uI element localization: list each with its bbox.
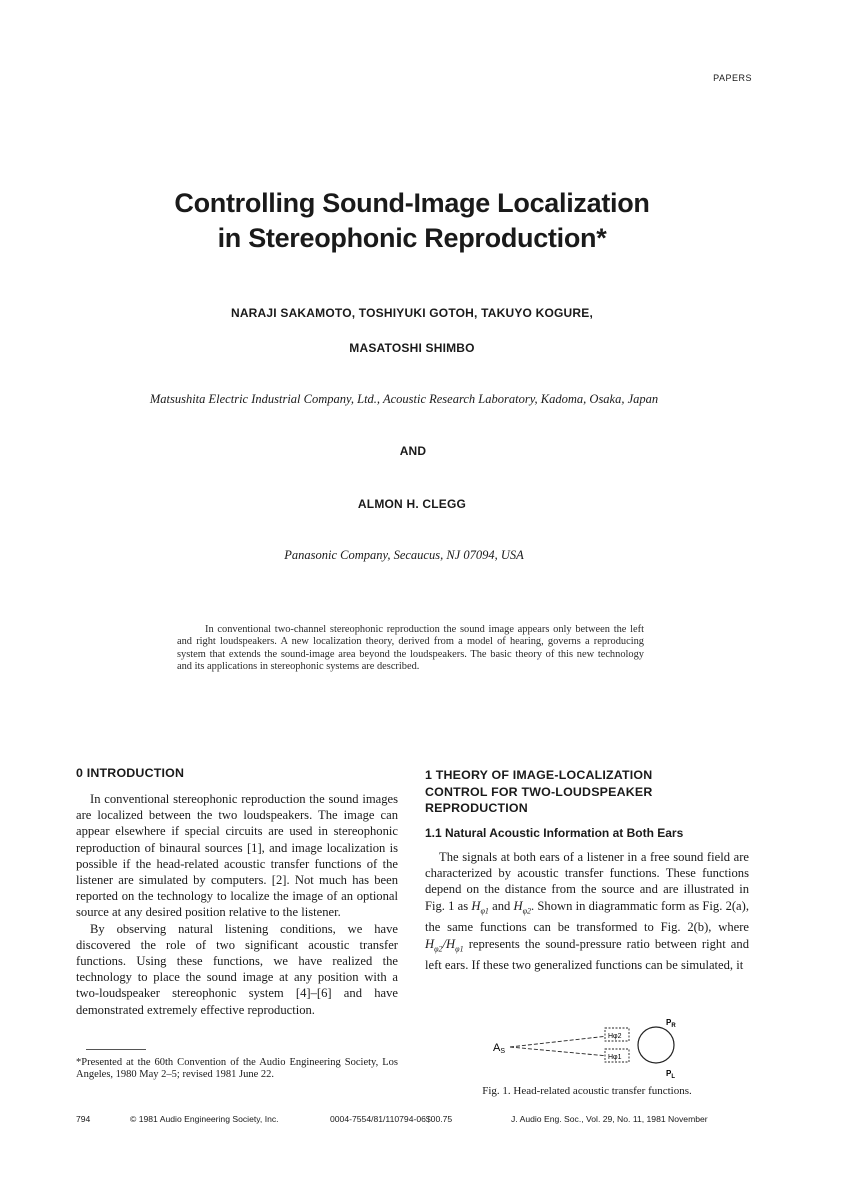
footnote-divider xyxy=(86,1049,146,1050)
text-run: The signals at both ears of a listener in a free sound field are characterized by acoustic transfer functions. These functions depend on the distance from the source and are illustrated in Fig. 1 as xyxy=(425,850,749,913)
theory-heading-line-2: CONTROL FOR TWO-LOUDSPEAKER xyxy=(425,784,653,799)
h2-symbol: $H_{\varphi 2}$ xyxy=(513,898,532,916)
ear-left-label: $P_L$ xyxy=(666,1069,676,1080)
section-tag: PAPERS xyxy=(713,73,752,83)
source-label: AS xyxy=(493,1042,506,1055)
section-heading-theory xyxy=(425,767,653,817)
intro-paragraph-1: In conventional stereophonic reproduction the sound images are localized between the two loudspeakers. The image can appear elsewhere if special circuits are used in stereophonic reproduction of binaural sources [1], and image localization is possible if the head-related acoustic transfer functions of the listener are simulated by computers. [2]. Not much has been reported on the technology to localize the image of an optional source at any desired position relative to the listener. xyxy=(76,792,398,920)
intro-paragraph-2: By observing natural listening conditions, we have discovered the role of two significant acoustic transfer functions. Using these functions, we have realized the technology to place the sound image at any position with a two-loudspeaker stereophonic system [4]–[6] and have demonstrated extremely effective reproduction. xyxy=(76,921,398,1017)
title-line-1: Controlling Sound-Image Localization xyxy=(174,188,650,218)
box-top-label: Hφ2 xyxy=(608,1033,622,1040)
article-code: 0004-7554/81/110794-06$00.75 xyxy=(330,1114,453,1124)
path-to-right-ear xyxy=(510,1036,608,1047)
abstract: In conventional two-channel stereophonic reproduction the sound image appears only between the left and right loudspeakers. A new localization theory, derived from a model of hearing, governs a reproducing system that extends the sound-image area beyond the loudspeakers. The basic theory of this new technology and its applications in stereophonic systems are described. xyxy=(177,624,644,673)
authors-line-1: NARAJI SAKAMOTO, TOSHIYUKI GOTOH, TAKUYO KOGURE, xyxy=(230,306,594,320)
left-column-body xyxy=(76,791,398,1018)
ratio-symbol: $H_{\varphi 2}/H_{\varphi 1}$ xyxy=(425,936,464,954)
page-number: 794 xyxy=(76,1114,91,1124)
subsection-heading: 1.1 Natural Acoustic Information at Both Ears xyxy=(425,826,684,840)
journal-citation: J. Audio Eng. Soc., Vol. 29, No. 11, 1981 November xyxy=(511,1114,708,1124)
listener-head-icon xyxy=(638,1027,674,1063)
text-run: represents the sound-pressure ratio between right and left ears. If these two generalized functions can be simulated, it xyxy=(425,936,749,973)
figure-1-diagram xyxy=(490,1016,690,1082)
affiliation-1: Matsushita Electric Industrial Company, Ltd., Acoustic Research Laboratory, Kadoma, Osaka, Japan xyxy=(149,392,659,406)
figure-1-caption: Fig. 1. Head-related acoustic transfer functions. xyxy=(482,1085,692,1097)
box-bottom-label: Hφ1 xyxy=(608,1054,622,1061)
theory-heading-line-1: 1 THEORY OF IMAGE-LOCALIZATION xyxy=(425,768,653,782)
title-line-2: in Stereophonic Reproduction* xyxy=(217,223,607,253)
affiliation-2: Panasonic Company, Secaucus, NJ 07094, USA xyxy=(284,548,524,562)
text-run: and xyxy=(488,898,514,913)
authors-line-2: MASATOSHI SHIMBO xyxy=(349,341,475,355)
paper-title xyxy=(0,186,824,256)
theory-paragraph-1 xyxy=(425,849,749,973)
ear-right-label: $P_R$ xyxy=(666,1018,676,1029)
right-column-body xyxy=(425,849,749,973)
text-run: . Shown in diagrammatic form as Fig. 2(a), the same functions can be transformed to Fig. 2(b), where xyxy=(425,898,749,935)
and-separator: AND xyxy=(399,444,427,458)
copyright-notice: © 1981 Audio Engineering Society, Inc. xyxy=(130,1114,279,1124)
h1-symbol: $H_{\varphi 1}$ xyxy=(471,898,489,916)
section-heading-introduction: 0 INTRODUCTION xyxy=(76,766,185,780)
path-to-left-ear xyxy=(510,1047,608,1056)
authors-line-3: ALMON H. CLEGG xyxy=(357,497,467,511)
theory-heading-line-3: REPRODUCTION xyxy=(425,801,528,815)
footnote: *Presented at the 60th Convention of the Audio Engineering Society, Los Angeles, 1980 May 2–5; revised 1981 June 22. xyxy=(76,1057,398,1080)
